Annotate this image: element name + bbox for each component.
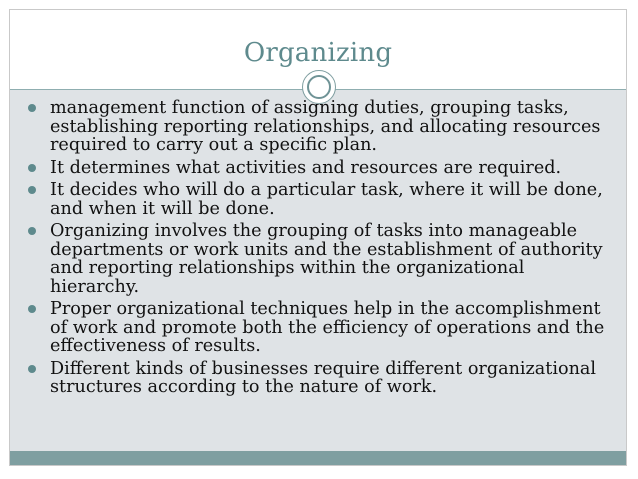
slide-title: Organizing (243, 38, 393, 68)
bullet-item (28, 360, 618, 397)
bullet-item (28, 300, 618, 356)
bullet-dot-icon (28, 305, 36, 313)
bullet-dot-icon (28, 164, 36, 172)
bullet-text: Organizing involves the grouping of tasks into manageable departments or work units and the establishment of authority and reporting relationships within the organizational hierarchy. (50, 221, 603, 297)
bullet-text: Proper organizational techniques help in the accomplishment of work and promote both the efficiency of operations and the effectiveness of results. (50, 299, 605, 356)
bullet-dot-icon (28, 227, 36, 235)
bullet-text: It determines what activities and resources are required. (50, 157, 562, 178)
bullet-text: Different kinds of businesses require different organizational structures according to the nature of work. (50, 358, 597, 397)
bullet-dot-icon (28, 104, 36, 112)
footer-bar (10, 451, 626, 465)
bullet-dot-icon (28, 186, 36, 194)
bullet-text: management function of assigning duties, grouping tasks, establishing reporting relationships, and allocating resources required to carry out a specific plan. (50, 98, 601, 155)
bullet-item (28, 159, 618, 178)
bullet-text: It decides who will do a particular task, where it will be done, and when it will be done. (50, 180, 603, 219)
divider-circle-inner (307, 75, 331, 99)
bullet-list (28, 99, 618, 401)
bullet-item (28, 99, 618, 155)
bullet-item (28, 181, 618, 218)
bullet-item (28, 222, 618, 296)
bullet-dot-icon (28, 365, 36, 373)
